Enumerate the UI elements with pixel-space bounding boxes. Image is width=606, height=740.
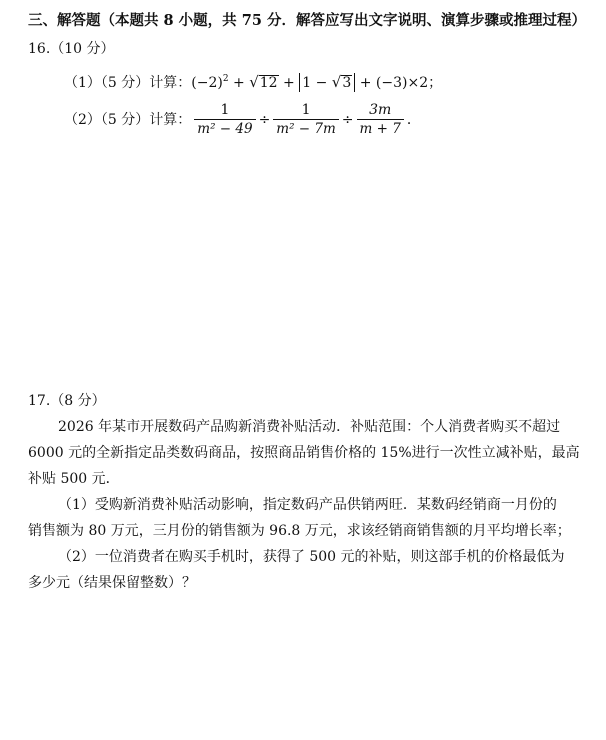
q16-part1-plus-3: + (−3)×2 xyxy=(355,75,429,91)
q16-part2-fraction-1 xyxy=(194,102,255,138)
q16-part1-sqrt-3 xyxy=(332,73,352,92)
question-16-header xyxy=(28,40,115,58)
q16-part2-operator-1: ÷ xyxy=(258,112,271,128)
q16-part1-abs-inner: 1 − xyxy=(302,75,332,91)
question-16-number: 16. xyxy=(28,41,51,57)
q16-part1-label: （1）（5 分）计算： xyxy=(64,75,192,91)
question-17-header xyxy=(28,392,106,410)
q16-part1-plus-1: + xyxy=(228,75,250,91)
q16-part1-plus-2: + xyxy=(278,75,300,91)
q17-part2-line-1: （2）一位消费者在购买手机时，获得了 500 元的补贴，则这部手机的价格最低为 xyxy=(58,549,565,565)
q16-part2-f2-numerator: 1 xyxy=(301,102,311,118)
q16-part2-f2-denominator: m² − 7m xyxy=(273,119,339,138)
radical-sign-icon: √ xyxy=(331,73,342,91)
q16-part2-end: ． xyxy=(406,112,421,128)
question-17-score: （8 分） xyxy=(50,393,106,409)
question-17-number: 17. xyxy=(28,393,51,409)
q17-intro-line-3: 补贴 500 元． xyxy=(28,471,120,487)
q16-part2-f1-numerator: 1 xyxy=(220,102,230,118)
question-16-score: （10 分） xyxy=(50,41,115,57)
q16-part1-end: ； xyxy=(428,75,443,91)
q16-part1-sqrt-12 xyxy=(249,73,278,92)
q16-part1-term-a: (−2) xyxy=(191,75,223,91)
q16-part1-exponent: 2 xyxy=(222,74,229,84)
section-title: 三、解答题（本题共 8 小题，共 75 分．解答应写出文字说明、演算步骤或推理过程） xyxy=(28,12,586,29)
q16-part1-absolute-value xyxy=(299,73,355,92)
q16-part2-operator-2: ÷ xyxy=(341,112,354,128)
q17-part1-line-2: 销售额为 80 万元，三月份的销售额为 96.8 万元，求该经销商销售额的月平均增长率； xyxy=(28,523,571,539)
q16-part2-fraction-2 xyxy=(273,102,339,138)
q16-part1-radicand-3: 3 xyxy=(342,75,352,91)
q16-part2-f1-denominator: m² − 49 xyxy=(194,119,255,138)
question-16-part-2 xyxy=(64,100,421,140)
q16-part2-f3-denominator: m + 7 xyxy=(357,119,404,138)
q17-part1-line-1: （1）受购新消费补贴活动影响，指定数码产品供销两旺．某数码经销商一月份的 xyxy=(58,497,557,513)
radical-sign-icon: √ xyxy=(249,73,259,91)
q16-part2-fraction-3 xyxy=(357,102,404,138)
q17-part2-line-2: 多少元（结果保留整数）？ xyxy=(28,575,196,591)
q16-part2-f3-numerator: 3m xyxy=(369,102,392,118)
q16-part1-expression xyxy=(191,75,442,91)
q17-intro-line-2: 6000 元的全新指定品类数码商品，按照商品销售价格的 15%进行一次性立减补贴，最高 xyxy=(28,445,580,461)
q16-part1-radicand-12: 12 xyxy=(259,75,278,91)
q17-intro-line-1: 2026 年某市开展数码产品购新消费补贴活动．补贴范围：个人消费者购买不超过 xyxy=(58,419,561,435)
q16-part2-label: （2）（5 分）计算： xyxy=(64,112,192,128)
question-16-part-1 xyxy=(64,70,442,92)
